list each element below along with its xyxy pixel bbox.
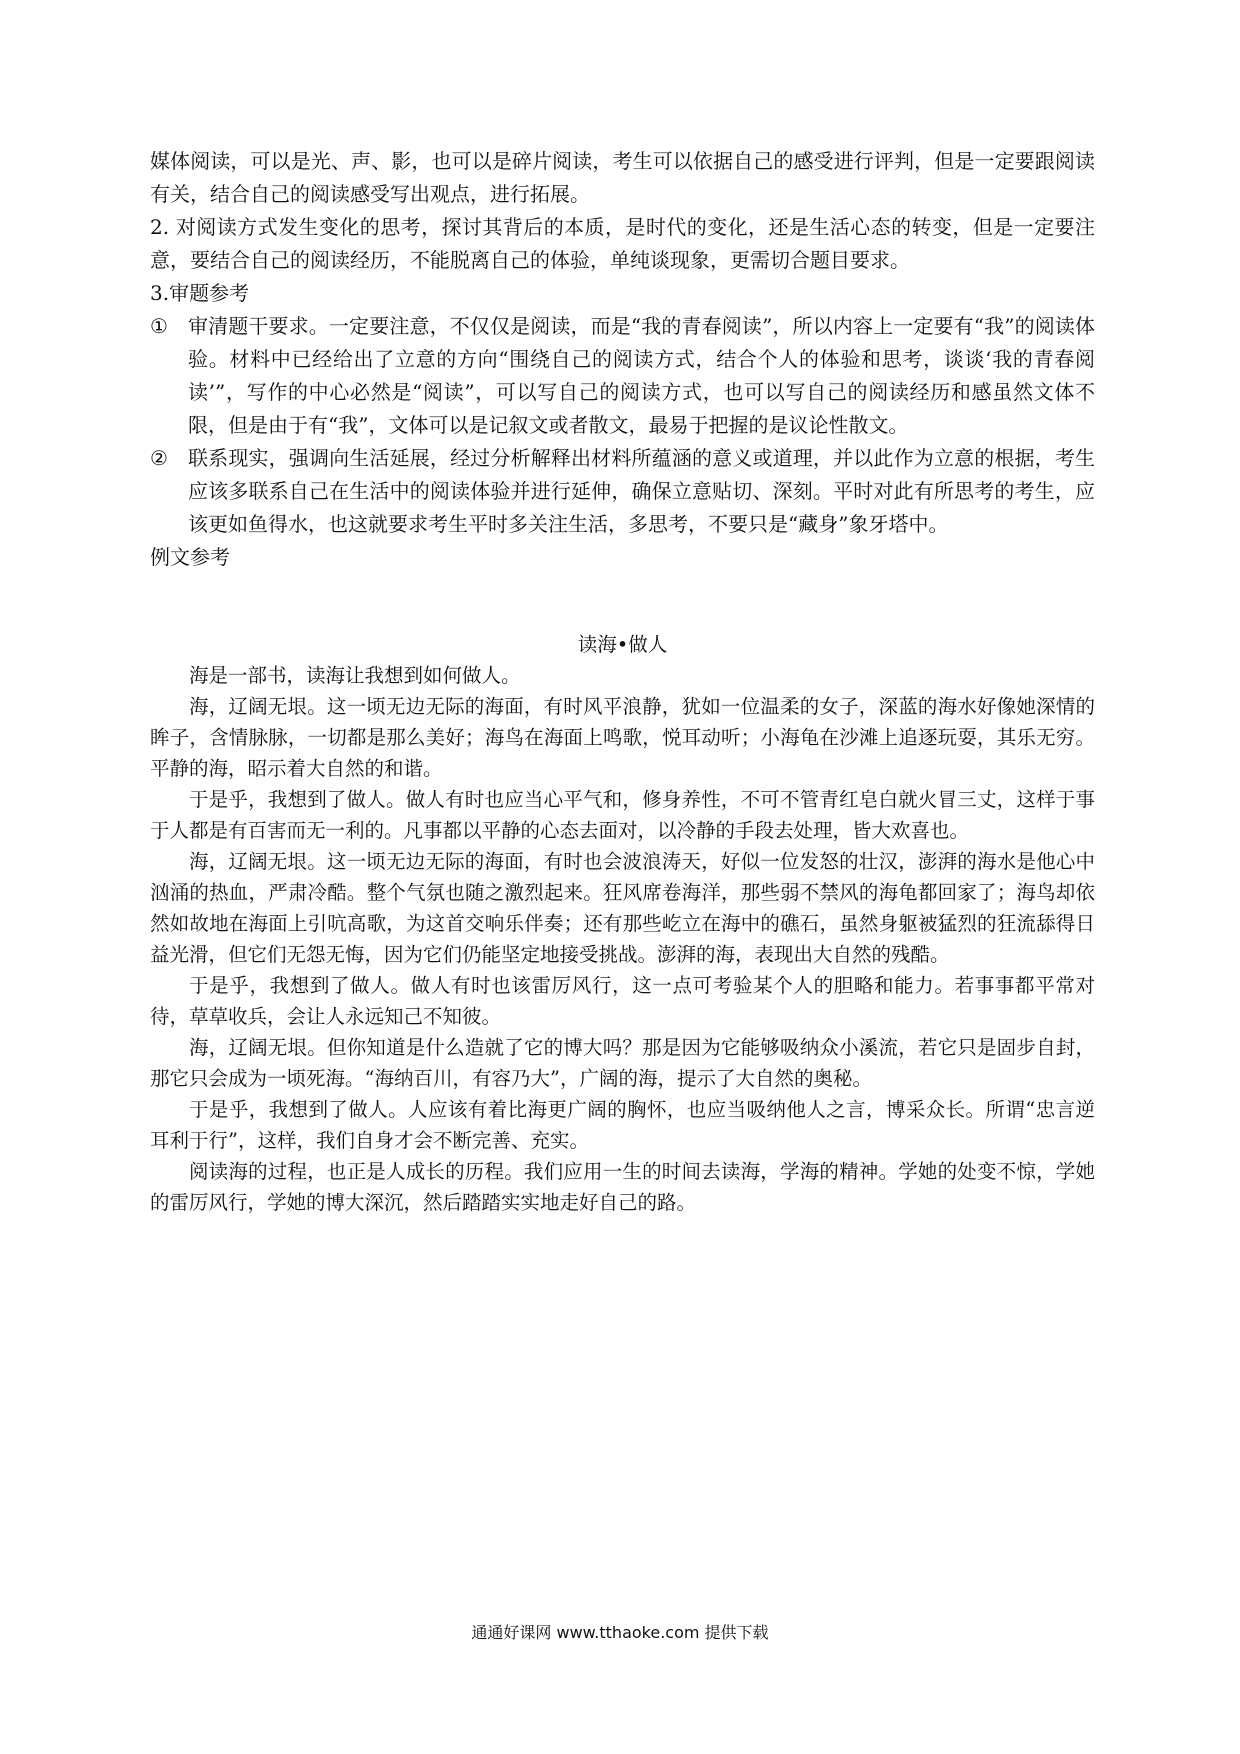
example-label: 例文参考 <box>150 545 230 569</box>
page-footer: 通通好课网 www.tthaoke.com 提供下载 <box>471 1623 769 1642</box>
essay-paragraph: 阅读海的过程，也正是人成长的历程。我们应用一生的时间去读海，学海的精神。学她的处变不惊，学她的雷厉风行，学她的博大深沉，然后踏踏实实地走好自己的路。 <box>150 1160 1095 1214</box>
list-item <box>150 442 1095 541</box>
section-heading-3: 3.审题参考 <box>150 281 250 305</box>
essay-paragraph: 海，辽阔无垠。这一顷无边无际的海面，有时风平浪静，犹如一位温柔的女子，深蓝的海水好像她深情的眸子，含情脉脉，一切都是那么美好；海鸟在海面上鸣歌，悦耳动听；小海龟在沙滩上追逐玩耍，其乐无穷。平静的海，昭示着大自然的和谐。 <box>150 695 1095 780</box>
list-number: ① <box>150 314 168 338</box>
example-essay <box>150 629 1095 1218</box>
intro-section <box>150 145 1095 574</box>
essay-title: 读海•做人 <box>577 633 668 656</box>
intro-paragraph-2: 2. 对阅读方式发生变化的思考，探讨其背后的本质，是时代的变化，还是生活心态的转变，但是一定要注意，要结合自己的阅读经历，不能脱离自己的体验，单纯谈现象，更需切合题目要求。 <box>150 215 1095 272</box>
essay-paragraph: 于是乎，我想到了做人。做人有时也该雷厉风行，这一点可考验某个人的胆略和能力。若事事都平常对待，草草收兵，会让人永远知己不知彼。 <box>150 974 1095 1028</box>
list-item <box>150 310 1095 442</box>
intro-paragraph-1: 媒体阅读，可以是光、声、影，也可以是碎片阅读，考生可以依据自己的感受进行评判，但是一定要跟阅读有关，结合自己的阅读感受写出观点，进行拓展。 <box>150 149 1095 206</box>
essay-paragraph: 于是乎，我想到了做人。做人有时也应当心平气和，修身养性，不可不管青红皂白就火冒三丈，这样于事于人都是有百害而无一利的。凡事都以平静的心态去面对，以冷静的手段去处理，皆大欢喜也。 <box>150 788 1095 842</box>
essay-paragraph: 海，辽阔无垠。这一顷无边无际的海面，有时也会波浪涛天，好似一位发怒的壮汉，澎湃的海水是他心中汹涌的热血，严肃冷酷。整个气氛也随之激烈起来。狂风席卷海洋，那些弱不禁风的海龟都回家了；海鸟却依然如故地在海面上引吭高歌，为这首交响乐伴奏；还有那些屹立在海中的礁石，虽然身躯被猛烈的狂流舔得日益光滑，但它们无怨无悔，因为它们仍能坚定地接受挑战。澎湃的海，表现出大自然的残酷。 <box>150 850 1095 966</box>
essay-paragraph: 海，辽阔无垠。但你知道是什么造就了它的博大吗？那是因为它能够吸纳众小溪流，若它只是固步自封，那它只会成为一顷死海。“海纳百川，有容乃大”，广阔的海，提示了大自然的奥秘。 <box>150 1036 1095 1090</box>
list-number: ② <box>150 446 168 470</box>
list-item-text: 联系现实，强调向生活延展，经过分析解释出材料所蕴涵的意义或道理，并以此作为立意的根据，考生应该多联系自己在生活中的阅读体验并进行延伸，确保立意贴切、深刻。平时对此有所思考的考生，应该更如鱼得水，也这就要求考生平时多关注生活，多思考，不要只是“藏身”象牙塔中。 <box>188 446 1095 536</box>
list-item-text: 审清题干要求。一定要注意，不仅仅是阅读，而是“我的青春阅读”，所以内容上一定要有“我”的阅读体验。材料中已经给出了立意的方向“围绕自己的阅读方式，结合个人的体验和思考，谈谈‘我的青春阅读’”，写作的中心必然是“阅读”，可以写自己的阅读方式，也可以写自己的阅读经历和感虽然文体不限，但是由于有“我”，文体可以是记叙文或者散文，最易于把握的是议论性散文。 <box>188 314 1095 437</box>
essay-paragraph: 海是一部书，读海让我想到如何做人。 <box>189 664 521 687</box>
essay-paragraph: 于是乎，我想到了做人。人应该有着比海更广阔的胸怀，也应当吸纳他人之言，博采众长。所谓“忠言逆耳利于行”，这样，我们自身才会不断完善、充实。 <box>150 1098 1095 1152</box>
